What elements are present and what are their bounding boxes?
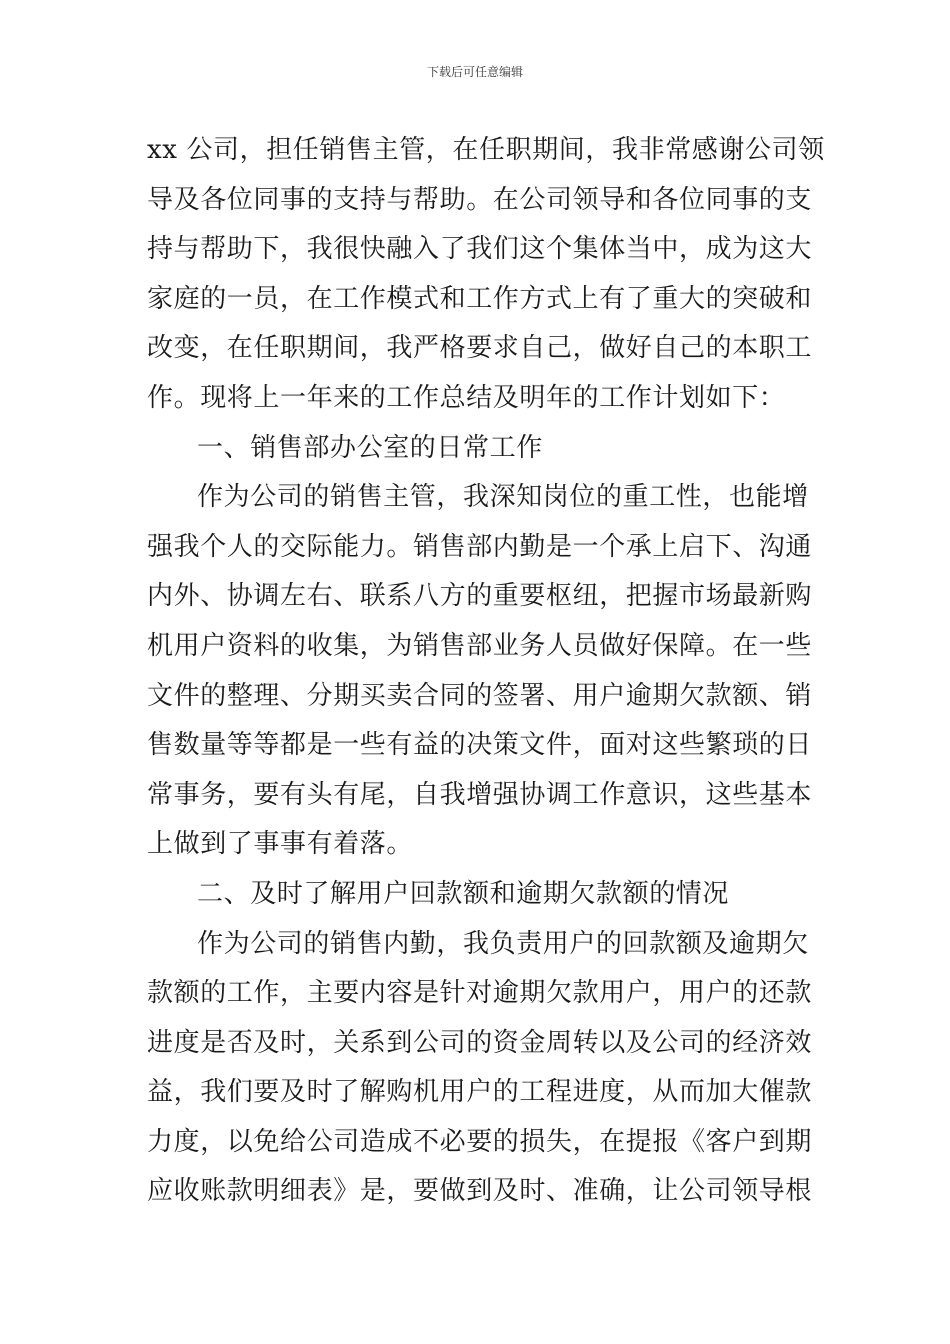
- text-line: 作。现将上一年来的工作总结及明年的工作计划如下：: [147, 382, 786, 413]
- heading-line: 一、销售部办公室的日常工作: [197, 432, 543, 463]
- text-line: 常事务，要有头有尾，自我增强协调工作意识，这些基本: [147, 779, 813, 810]
- document-body: [147, 126, 825, 1217]
- text-line: 进度是否及时，关系到公司的资金周转以及公司的经济效: [147, 1027, 813, 1058]
- paragraph-intro: [147, 126, 825, 424]
- text-line: 作为公司的销售主管，我深知岗位的重工性，也能增: [197, 482, 809, 513]
- text-line: 文件的整理、分期买卖合同的签署、用户逾期欠款额、销: [147, 680, 813, 711]
- paragraph-section-1: [147, 473, 813, 870]
- heading-line: 二、及时了解用户回款额和逾期欠款额的情况: [197, 878, 730, 909]
- text-line: 强我个人的交际能力。销售部内勤是一个承上启下、沟通: [147, 531, 813, 562]
- text-line: 上做到了事事有着落。: [147, 829, 414, 860]
- text-line: 售数量等等都是一些有益的决策文件，面对这些繁琐的日: [147, 730, 813, 761]
- text-line: 益，我们要及时了解购机用户的工程进度，从而加大催款: [147, 1077, 813, 1108]
- section-heading-1: [147, 424, 807, 474]
- text-line: 力度，以免给公司造成不必要的损失，在提报《客户到期: [147, 1126, 813, 1157]
- text-line: 导及各位同事的支持与帮助。在公司领导和各位同事的支: [147, 184, 813, 215]
- text-line: 机用户资料的收集，为销售部业务人员做好保障。在一些: [147, 630, 813, 661]
- text-line: 款额的工作，主要内容是针对逾期欠款用户，用户的还款: [147, 978, 813, 1009]
- text-line: 作为公司的销售内勤，我负责用户的回款额及逾期欠: [197, 928, 809, 959]
- text-line: 应收账款明细表》是，要做到及时、准确，让公司领导根: [147, 1176, 813, 1207]
- text-line: 家庭的一员，在工作模式和工作方式上有了重大的突破和: [147, 283, 813, 314]
- text-line: 持与帮助下，我很快融入了我们这个集体当中，成为这大: [147, 234, 813, 265]
- text-line: xx 公司，担任销售主管，在任职期间，我非常感谢公司领: [147, 135, 825, 165]
- paragraph-section-2: [147, 920, 813, 1218]
- text-line: 改变，在任职期间，我严格要求自己，做好自己的本职工: [147, 333, 813, 364]
- text-line: 内外、协调左右、联系八方的重要枢纽，把握市场最新购: [147, 581, 813, 612]
- page-header: 下载后可任意编辑: [426, 65, 523, 79]
- section-heading-2: [147, 870, 807, 920]
